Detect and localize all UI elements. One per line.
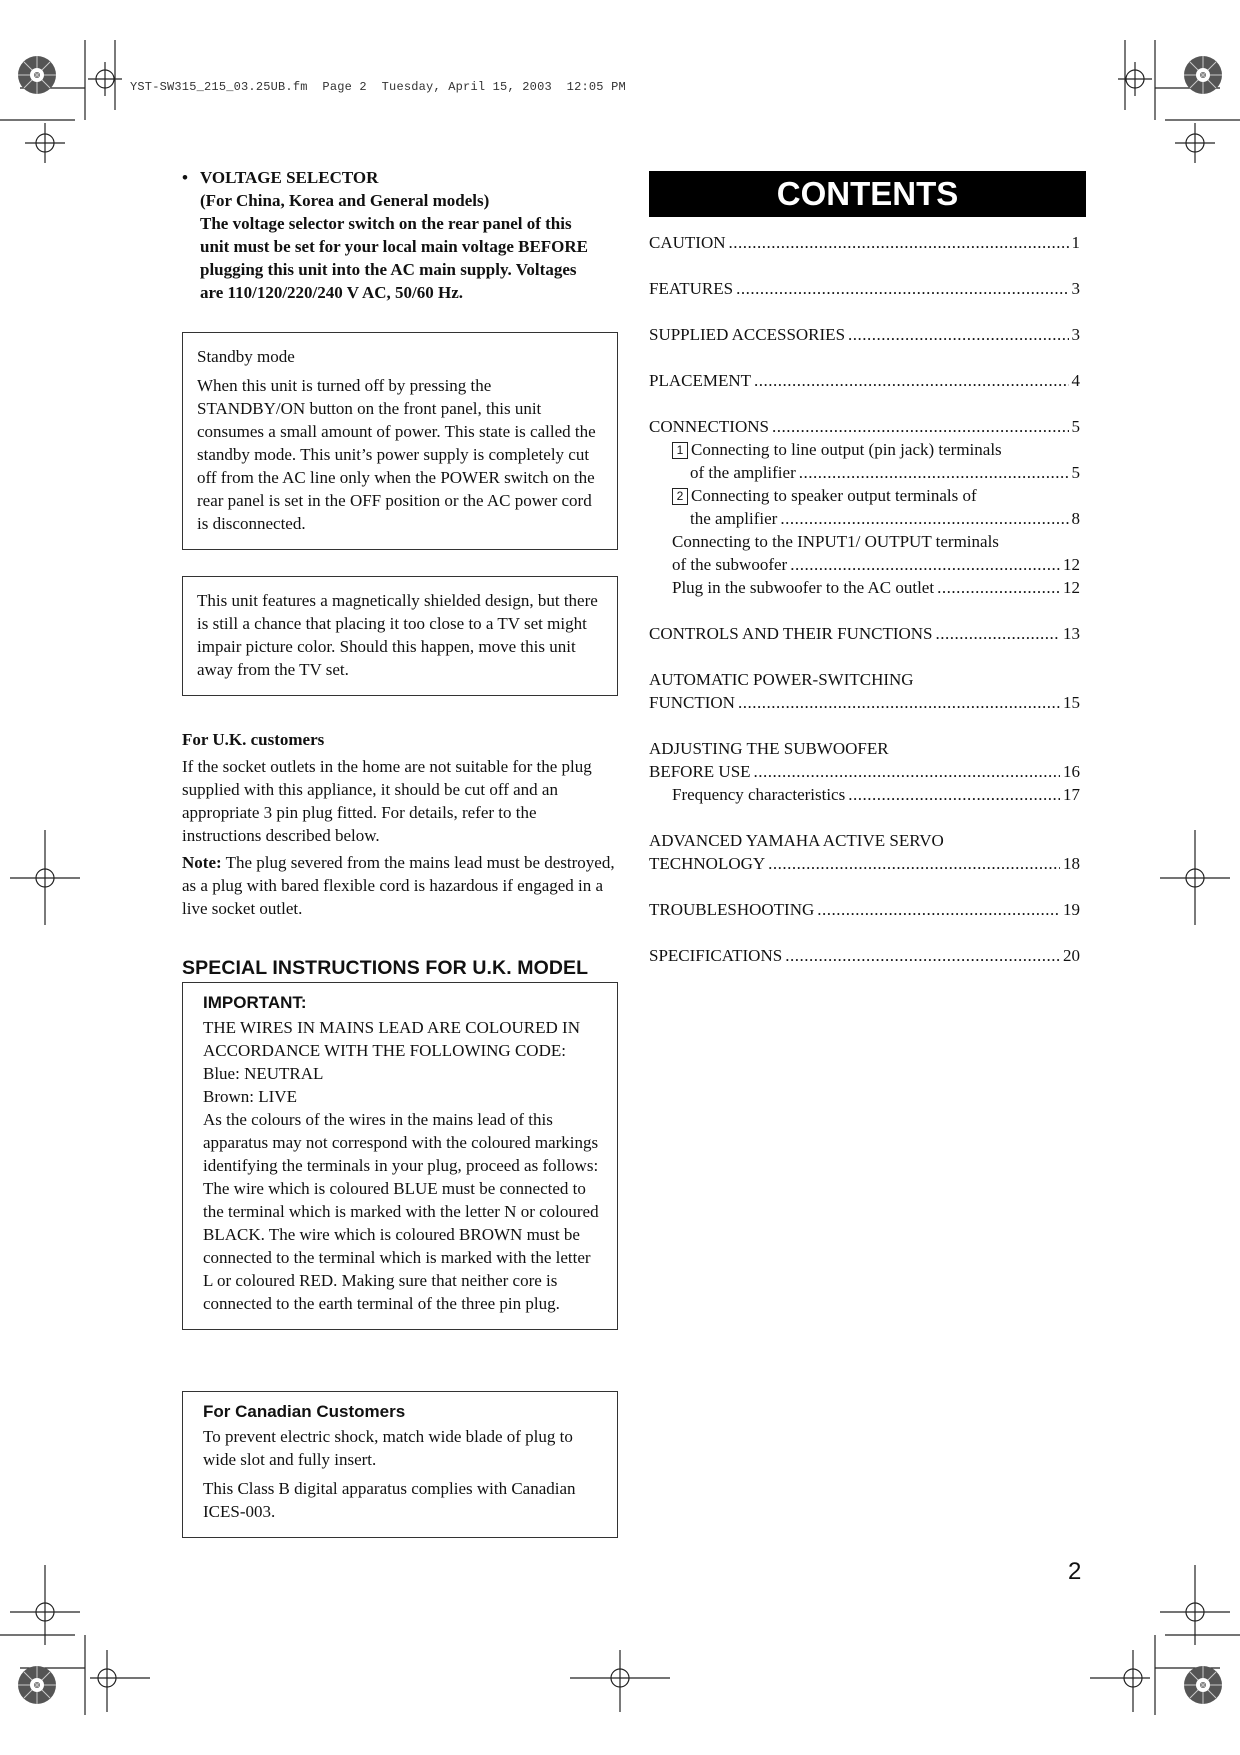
toc-page: 12 <box>1063 555 1080 574</box>
wire-code-text: THE WIRES IN MAINS LEAD ARE COLOURED IN ACCORDANCE WITH THE FOLLOWING CODE: <box>203 1018 580 1060</box>
special-instructions-title: SPECIAL INSTRUCTIONS FOR U.K. MODEL <box>182 957 589 979</box>
toc-entry-placement[interactable] <box>649 369 1080 392</box>
voltage-line: unit must be set for your local main voltage BEFORE <box>200 237 589 256</box>
toc-label: ADJUSTING THE SUBWOOFER <box>649 739 889 758</box>
voltage-line: The voltage selector switch on the rear panel of this <box>200 214 572 233</box>
toc-label: Frequency characteristics <box>672 785 846 804</box>
toc-entry-caution[interactable] <box>649 231 1080 254</box>
uk-wiring-box <box>182 982 618 1330</box>
toc-entry-automatic-power[interactable] <box>649 668 1080 714</box>
toc-label: of the amplifier <box>690 463 796 482</box>
toc-label: FEATURES <box>649 279 734 298</box>
uk-note <box>182 851 620 920</box>
table-of-contents <box>649 231 1080 990</box>
toc-subentry-line-output[interactable] <box>649 438 1080 484</box>
standby-title: Standby mode <box>197 347 295 366</box>
uk-customers-text: If the socket outlets in the home are not suitable for the plug supplied with this appliance, it should be cut off and an appropriate 3 pin plug fitted. For details, refer to the instructions described below. <box>182 757 592 845</box>
voltage-selector-notice <box>182 166 620 304</box>
toc-label: CAUTION <box>649 233 726 252</box>
toc-label: Connecting to speaker output terminals of <box>691 486 977 505</box>
toc-label: SPECIFICATIONS <box>649 946 783 965</box>
toc-subentry-ac-outlet[interactable] <box>649 576 1080 599</box>
toc-page: 1 <box>1071 233 1080 252</box>
toc-entry-advanced-yamaha[interactable] <box>649 829 1080 875</box>
page-number: 2 <box>1068 1558 1082 1585</box>
toc-label: FUNCTION <box>649 693 735 712</box>
toc-entry-specifications[interactable] <box>649 944 1080 967</box>
canadian-text-2: This Class B digital apparatus complies with Canadian ICES-003. <box>203 1479 576 1521</box>
toc-page: 15 <box>1063 693 1080 712</box>
note-label: Note: <box>182 853 222 872</box>
voltage-line: VOLTAGE SELECTOR <box>200 168 379 187</box>
toc-page: 19 <box>1063 900 1080 919</box>
toc-page: 3 <box>1071 325 1080 344</box>
toc-page: 17 <box>1063 785 1080 804</box>
standby-mode-box <box>182 332 618 550</box>
wire-brown: Brown: LIVE <box>203 1087 297 1106</box>
toc-page: 13 <box>1063 624 1080 643</box>
voltage-line: are 110/120/220/240 V AC, 50/60 Hz. <box>200 283 464 302</box>
toc-label: CONTROLS AND THEIR FUNCTIONS <box>649 624 933 643</box>
contents-title: CONTENTS <box>649 171 1086 217</box>
canadian-customers-box <box>182 1391 618 1538</box>
toc-subentry-input-output[interactable] <box>649 530 1080 576</box>
toc-entry-adjusting[interactable] <box>649 737 1080 806</box>
note-text: The plug severed from the mains lead must be destroyed, as a plug with bared flexible cord is hazardous if engaged in a live socket outlet. <box>182 853 615 918</box>
toc-label: Connecting to line output (pin jack) terminals <box>691 440 1002 459</box>
uk-customers-section <box>182 728 620 924</box>
toc-page: 16 <box>1063 762 1080 781</box>
toc-page: 8 <box>1071 509 1080 528</box>
toc-label: BEFORE USE <box>649 762 751 781</box>
voltage-line: plugging this unit into the AC main supply. Voltages <box>200 260 577 279</box>
toc-page: 20 <box>1063 946 1080 965</box>
toc-entry-controls[interactable] <box>649 622 1080 645</box>
voltage-line: (For China, Korea and General models) <box>200 191 490 210</box>
step-number-box: 1 <box>672 442 688 459</box>
file-header: YST-SW315_215_03.25UB.fm Page 2 Tuesday, April 15, 2003 12:05 PM <box>130 80 626 94</box>
toc-entry-troubleshooting[interactable] <box>649 898 1080 921</box>
shield-text: This unit features a magnetically shielded design, but there is still a chance that placing it too close to a TV set might impair picture color. Should this happen, move this unit away from the TV set. <box>197 591 598 679</box>
toc-page: 12 <box>1063 578 1080 597</box>
toc-label: AUTOMATIC POWER-SWITCHING <box>649 670 914 689</box>
toc-label: TECHNOLOGY <box>649 854 766 873</box>
toc-entry-features[interactable] <box>649 277 1080 300</box>
toc-label: Connecting to the INPUT1/ OUTPUT terminals <box>672 532 999 551</box>
toc-label: of the subwoofer <box>672 555 788 574</box>
canadian-text-1: To prevent electric shock, match wide blade of plug to wide slot and fully insert. <box>203 1427 573 1469</box>
toc-entry-connections[interactable] <box>649 415 1080 438</box>
toc-page: 5 <box>1071 463 1080 482</box>
step-number-box: 2 <box>672 488 688 505</box>
toc-label: CONNECTIONS <box>649 417 769 436</box>
toc-label: the amplifier <box>690 509 778 528</box>
wiring-instructions: As the colours of the wires in the mains lead of this apparatus may not correspond with the coloured markings identifying the terminals in your plug, proceed as follows: The wire which is coloured BLUE must be connected to the terminal which is marked with the letter N or coloured BLACK. The wire which is coloured BROWN must be connected to the terminal which is marked with the letter L or coloured RED. Making sure that neither core is connected to the earth terminal of the three pin plug. <box>203 1110 599 1313</box>
toc-page: 4 <box>1071 371 1080 390</box>
magnetic-shield-box <box>182 576 618 696</box>
toc-subentry-frequency[interactable] <box>649 783 1080 806</box>
toc-label: SUPPLIED ACCESSORIES <box>649 325 846 344</box>
wire-blue: Blue: NEUTRAL <box>203 1064 324 1083</box>
toc-label: Plug in the subwoofer to the AC outlet <box>672 578 935 597</box>
toc-page: 5 <box>1071 417 1080 436</box>
standby-text: When this unit is turned off by pressing the STANDBY/ON button on the front panel, this unit consumes a small amount of power. This state is called the standby mode. This unit’s power supply is completely cut off from the AC line only when the POWER switch on the rear panel is set in the OFF position or the AC power cord is disconnected. <box>197 376 596 533</box>
uk-customers-heading: For U.K. customers <box>182 730 325 749</box>
toc-page: 3 <box>1071 279 1080 298</box>
bullet: • <box>182 168 188 187</box>
toc-label: PLACEMENT <box>649 371 751 390</box>
canadian-title: For Canadian Customers <box>203 1402 406 1421</box>
toc-entry-supplied-accessories[interactable] <box>649 323 1080 346</box>
toc-page: 18 <box>1063 854 1080 873</box>
toc-label: ADVANCED YAMAHA ACTIVE SERVO <box>649 831 944 850</box>
important-label: IMPORTANT: <box>203 993 307 1012</box>
toc-label: TROUBLESHOOTING <box>649 900 815 919</box>
toc-subentry-speaker-output[interactable] <box>649 484 1080 530</box>
